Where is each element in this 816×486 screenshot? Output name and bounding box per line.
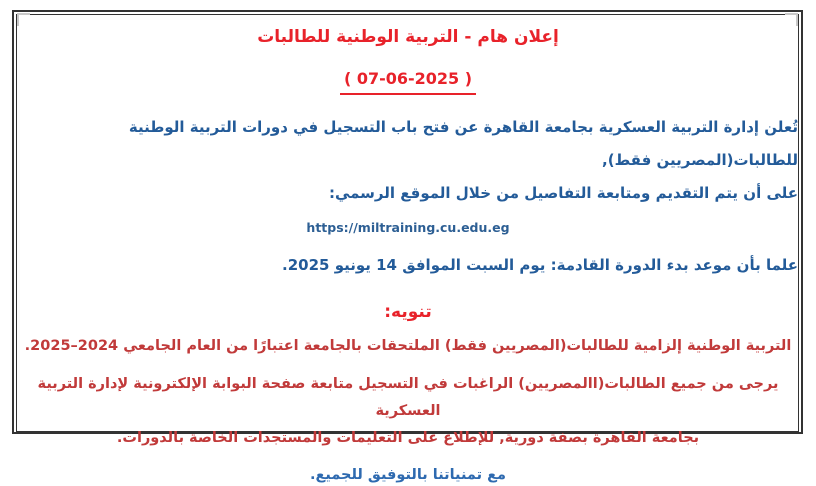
announcement-title: إعلان هام - التربية الوطنية للطالبات bbox=[257, 27, 559, 47]
official-site-link[interactable]: https://miltraining.cu.edu.eg bbox=[306, 220, 510, 235]
closing-line: مع تمنياتنا بالتوفيق للجميع. bbox=[310, 467, 506, 483]
follow-up-line-1: يرجى من جميع الطالبات(االمصريين) الراغبات في التسجيل متابعة صفحة البوابة الإلكترونية لإدارة التربية العسكرية bbox=[37, 376, 779, 419]
announcement-date-row bbox=[18, 67, 798, 95]
notice-paragraph: التربية الوطنية إلزامية للطالبات(المصريين فقط) الملتحقات بالجامعة اعتبارًا من العام الجامعي 2024–2025. bbox=[24, 338, 792, 354]
document-body bbox=[18, 14, 798, 483]
notice-heading: تنويه: bbox=[384, 302, 432, 322]
follow-up-line-2: بجامعة القاهرة بصفة دورية, للإطلاع على التعليمات والمستجدات الخاصة بالدورات. bbox=[116, 430, 700, 446]
follow-up-paragraph bbox=[18, 371, 798, 452]
schedule-line: علما بأن موعد بدء الدورة القادمة: يوم السبت الموافق 14 يونيو 2025. bbox=[282, 256, 798, 274]
official-site-row bbox=[18, 218, 798, 237]
intro-line-2: على أن يتم التقديم ومتابعة التفاصيل من خلال الموقع الرسمي: bbox=[328, 184, 798, 202]
intro-paragraph bbox=[18, 111, 798, 210]
announcement-date: ( 07-06-2025 ) bbox=[340, 67, 476, 95]
intro-line-1: تُعلن إدارة التربية العسكرية بجامعة القاهرة عن فتح باب التسجيل في دورات التربية الوطنية للطالبات(المصريين فقط), bbox=[128, 118, 798, 169]
